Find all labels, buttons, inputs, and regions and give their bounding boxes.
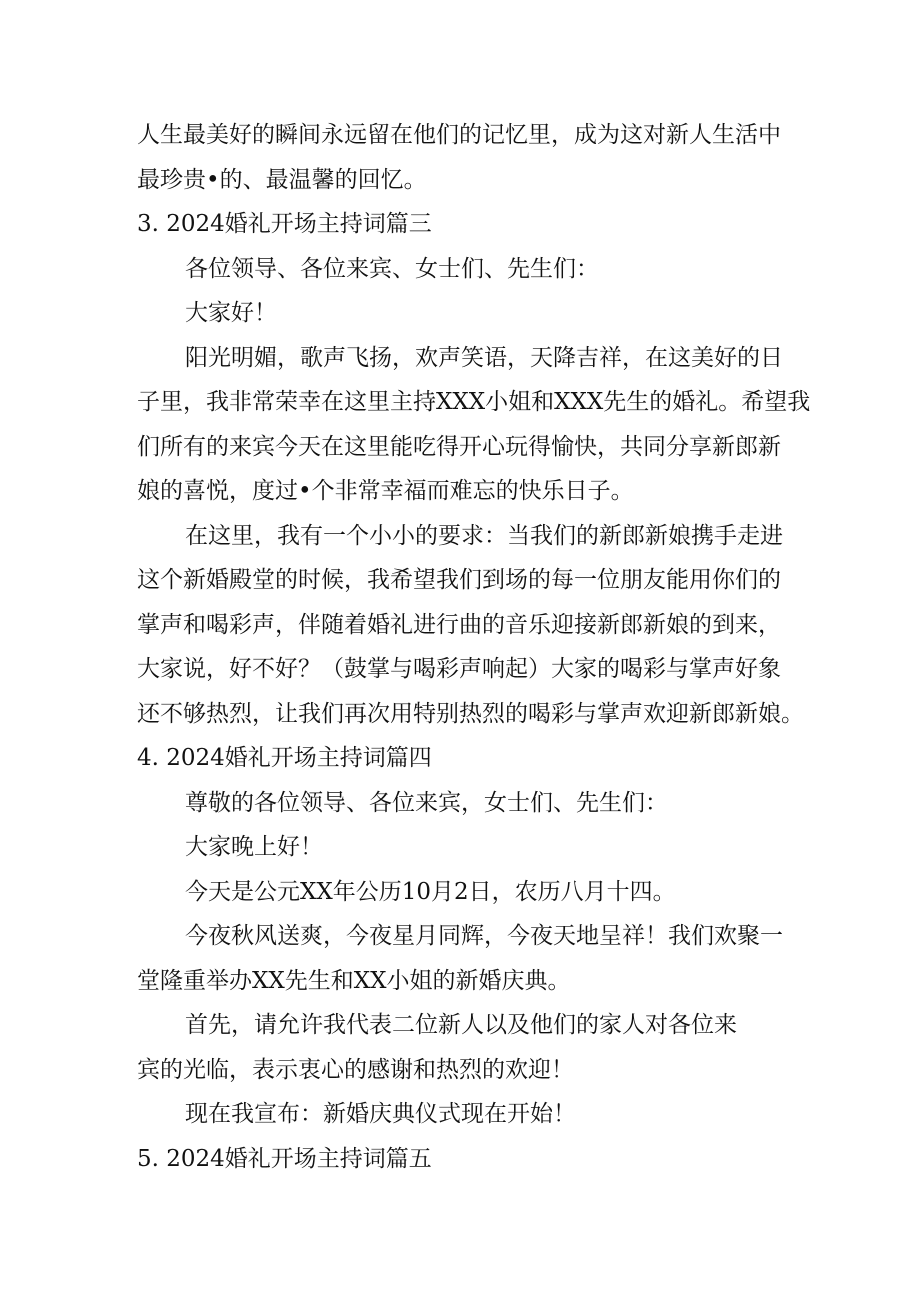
body-line: 们所有的来宾今天在这里能吃得开心玩得愉快，共同分享新郎新 [137, 433, 781, 460]
hello-line: 大家好！ [185, 300, 277, 326]
section-heading-4: 4. 2024婚礼开场主持词篇四 [137, 745, 432, 771]
body-line: 今夜秋风送爽，今夜星月同辉，今夜天地呈祥！我们欢聚一 [185, 923, 783, 949]
body-line: 堂隆重举办XX先生和XX小姐的新婚庆典。 [137, 967, 571, 994]
body-line: 娘的喜悦，度过•个非常幸福而难忘的快乐日子。 [137, 478, 634, 504]
greeting-line: 各位领导、各位来宾、女士们、先生们： [185, 255, 599, 282]
body-line: 掌声和喝彩声，伴随着婚礼进行曲的音乐迎接新郎新娘的到来， [137, 611, 781, 638]
body-line: 这个新婚殿堂的时候，我希望我们到场的每一位朋友能用你们的 [137, 567, 781, 593]
body-line: 在这里，我有一个小小的要求：当我们的新郎新娘携手走进 [185, 522, 783, 549]
document-body [137, 113, 811, 1181]
body-line: 子里，我非常荣幸在这里主持XXX小姐和XXX先生的婚礼。希望我 [137, 389, 811, 415]
body-line: 阳光明媚，歌声飞扬，欢声笑语，天降吉祥，在这美好的日 [185, 344, 783, 371]
body-line: 大家说，好不好？（鼓掌与喝彩声响起）大家的喝彩与掌声好象 [137, 656, 781, 682]
hello-line: 大家晚上好！ [185, 834, 323, 860]
body-line: 宾的光临，表示衷心的感谢和热烈的欢迎！ [137, 1056, 574, 1083]
body-line: 最珍贵•的、最温馨的回忆。 [137, 166, 427, 193]
greeting-line: 尊敬的各位领导、各位来宾，女士们、先生们： [185, 789, 668, 816]
section-heading-3: 3. 2024婚礼开场主持词篇三 [137, 211, 432, 237]
date-line: 今天是公元XX年公历10月2日，农历八月十四。 [185, 878, 676, 905]
body-line: 还不够热烈，让我们再次用特别热烈的喝彩与掌声欢迎新郎新娘。 [137, 700, 804, 727]
body-line: 首先，请允许我代表二位新人以及他们的家人对各位来 [185, 1012, 737, 1038]
announce-line: 现在我宣布：新婚庆典仪式现在开始！ [185, 1101, 576, 1127]
body-line: 人生最美好的瞬间永远留在他们的记忆里，成为这对新人生活中 [137, 122, 781, 148]
section-heading-5: 5. 2024婚礼开场主持词篇五 [137, 1145, 432, 1172]
